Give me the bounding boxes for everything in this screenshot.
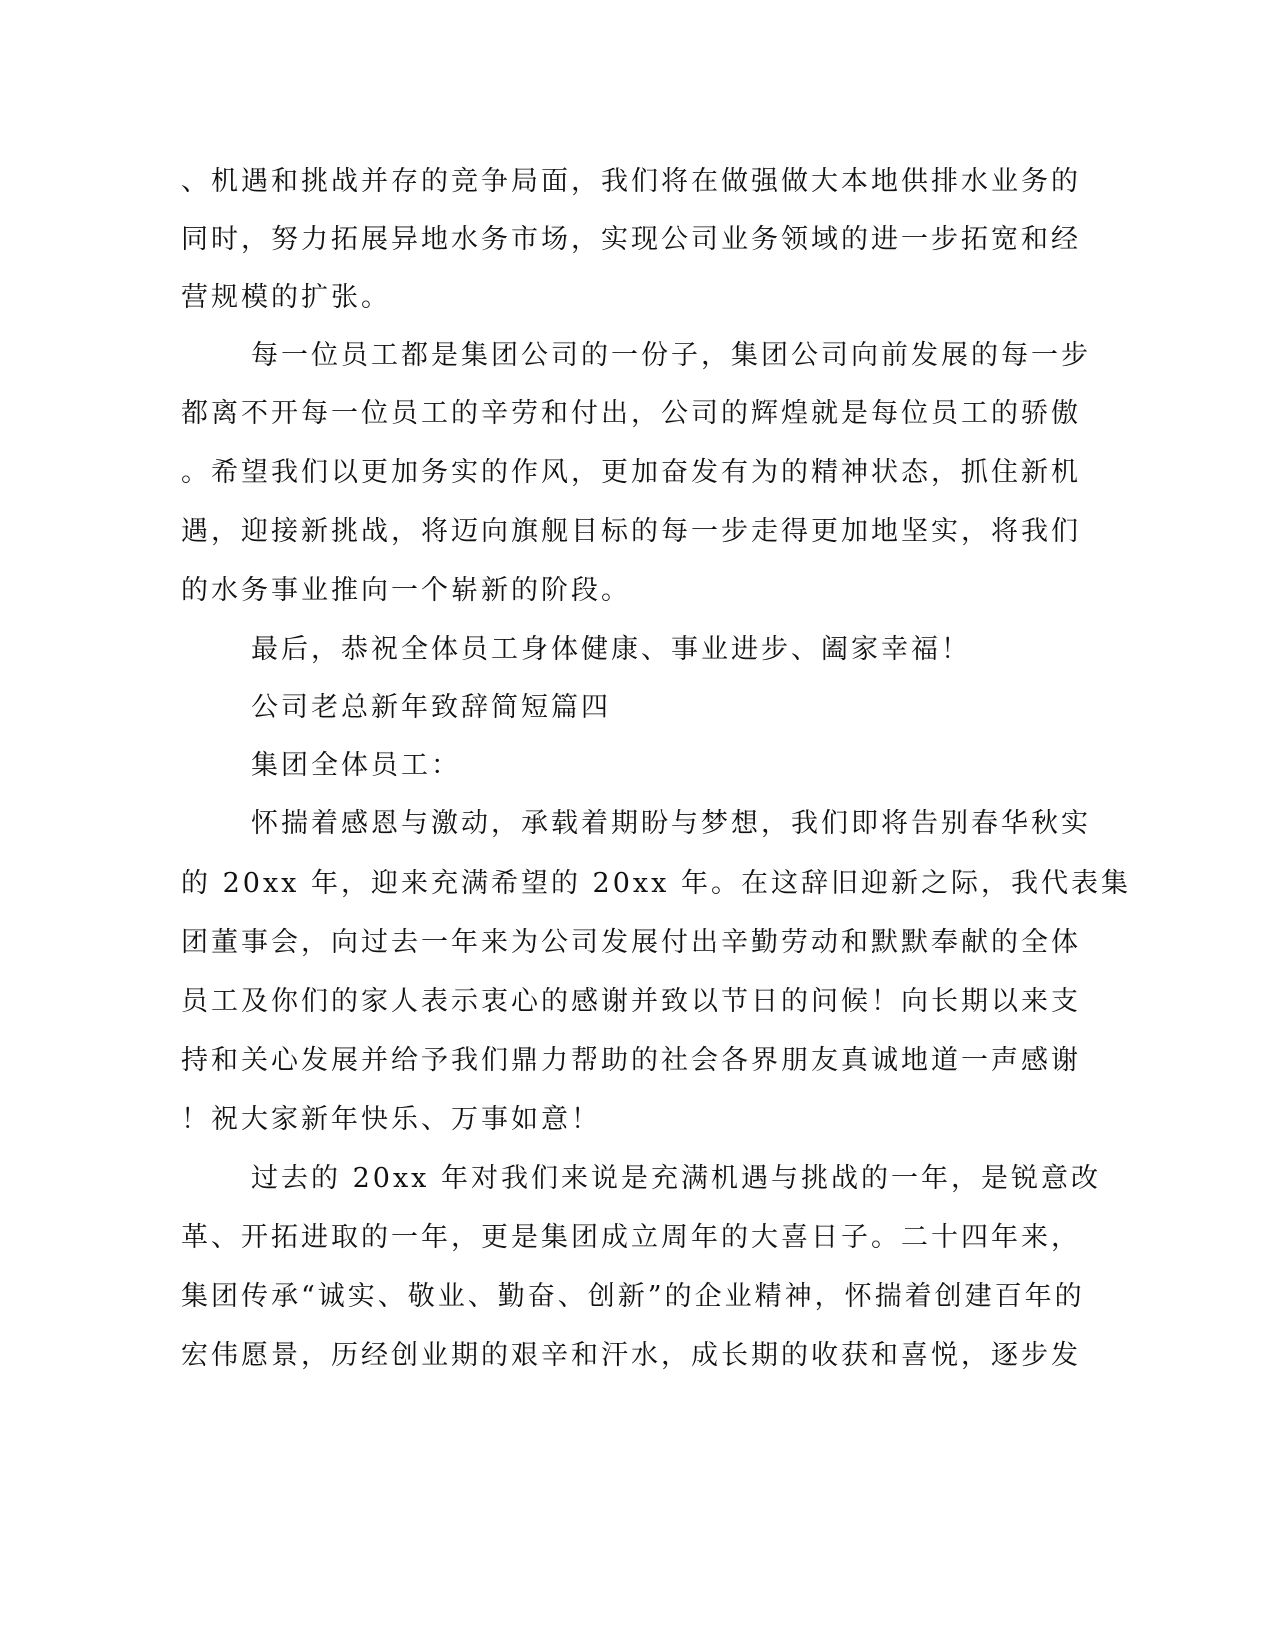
salutation: 集团全体员工：: [251, 750, 461, 781]
text-line: 持和关心发展并给予我们鼎力帮助的社会各界朋友真诚地道一声感谢: [181, 1045, 1081, 1076]
text-line: 革、开拓进取的一年，更是集团成立周年的大喜日子。二十四年来，: [181, 1222, 1081, 1253]
text-line: 的 20xx 年，迎来充满希望的 20xx 年。在这辞旧迎新之际，我代表集: [181, 868, 1131, 899]
text-line: 都离不开每一位员工的辛劳和付出，公司的辉煌就是每位员工的骄傲: [181, 398, 1081, 429]
text-line: 员工及你们的家人表示衷心的感谢并致以节日的问候！向长期以来支: [181, 986, 1081, 1017]
closing-wish: 最后，恭祝全体员工身体健康、事业进步、阖家幸福！: [251, 634, 971, 665]
text-line: 营规模的扩张。: [181, 282, 391, 313]
text-line: 的水务事业推向一个崭新的阶段。: [181, 575, 631, 606]
text-line: 宏伟愿景，历经创业期的艰辛和汗水，成长期的收获和喜悦，逐步发: [181, 1340, 1081, 1371]
text-line: 集团传承“诚实、敬业、勤奋、创新”的企业精神，怀揣着创建百年的: [181, 1281, 1085, 1312]
text-line: 、机遇和挑战并存的竞争局面，我们将在做强做大本地供排水业务的: [181, 166, 1081, 197]
text-line: 同时，努力拓展异地水务市场，实现公司业务领域的进一步拓宽和经: [181, 224, 1081, 255]
paragraph-first-line: 每一位员工都是集团公司的一份子，集团公司向前发展的每一步: [251, 340, 1091, 371]
paragraph-first-line: 过去的 20xx 年对我们来说是充满机遇与挑战的一年，是锐意改: [251, 1163, 1101, 1194]
text-line: 。希望我们以更加务实的作风，更加奋发有为的精神状态，抓住新机: [181, 457, 1081, 488]
section-heading: 公司老总新年致辞简短篇四: [251, 692, 611, 723]
text-line: ！祝大家新年快乐、万事如意！: [181, 1104, 601, 1135]
text-line: 遇，迎接新挑战，将迈向旗舰目标的每一步走得更加地坚实，将我们: [181, 516, 1081, 547]
text-line: 团董事会，向过去一年来为公司发展付出辛勤劳动和默默奉献的全体: [181, 927, 1081, 958]
paragraph-first-line: 怀揣着感恩与激动，承载着期盼与梦想，我们即将告别春华秋实: [251, 808, 1091, 839]
